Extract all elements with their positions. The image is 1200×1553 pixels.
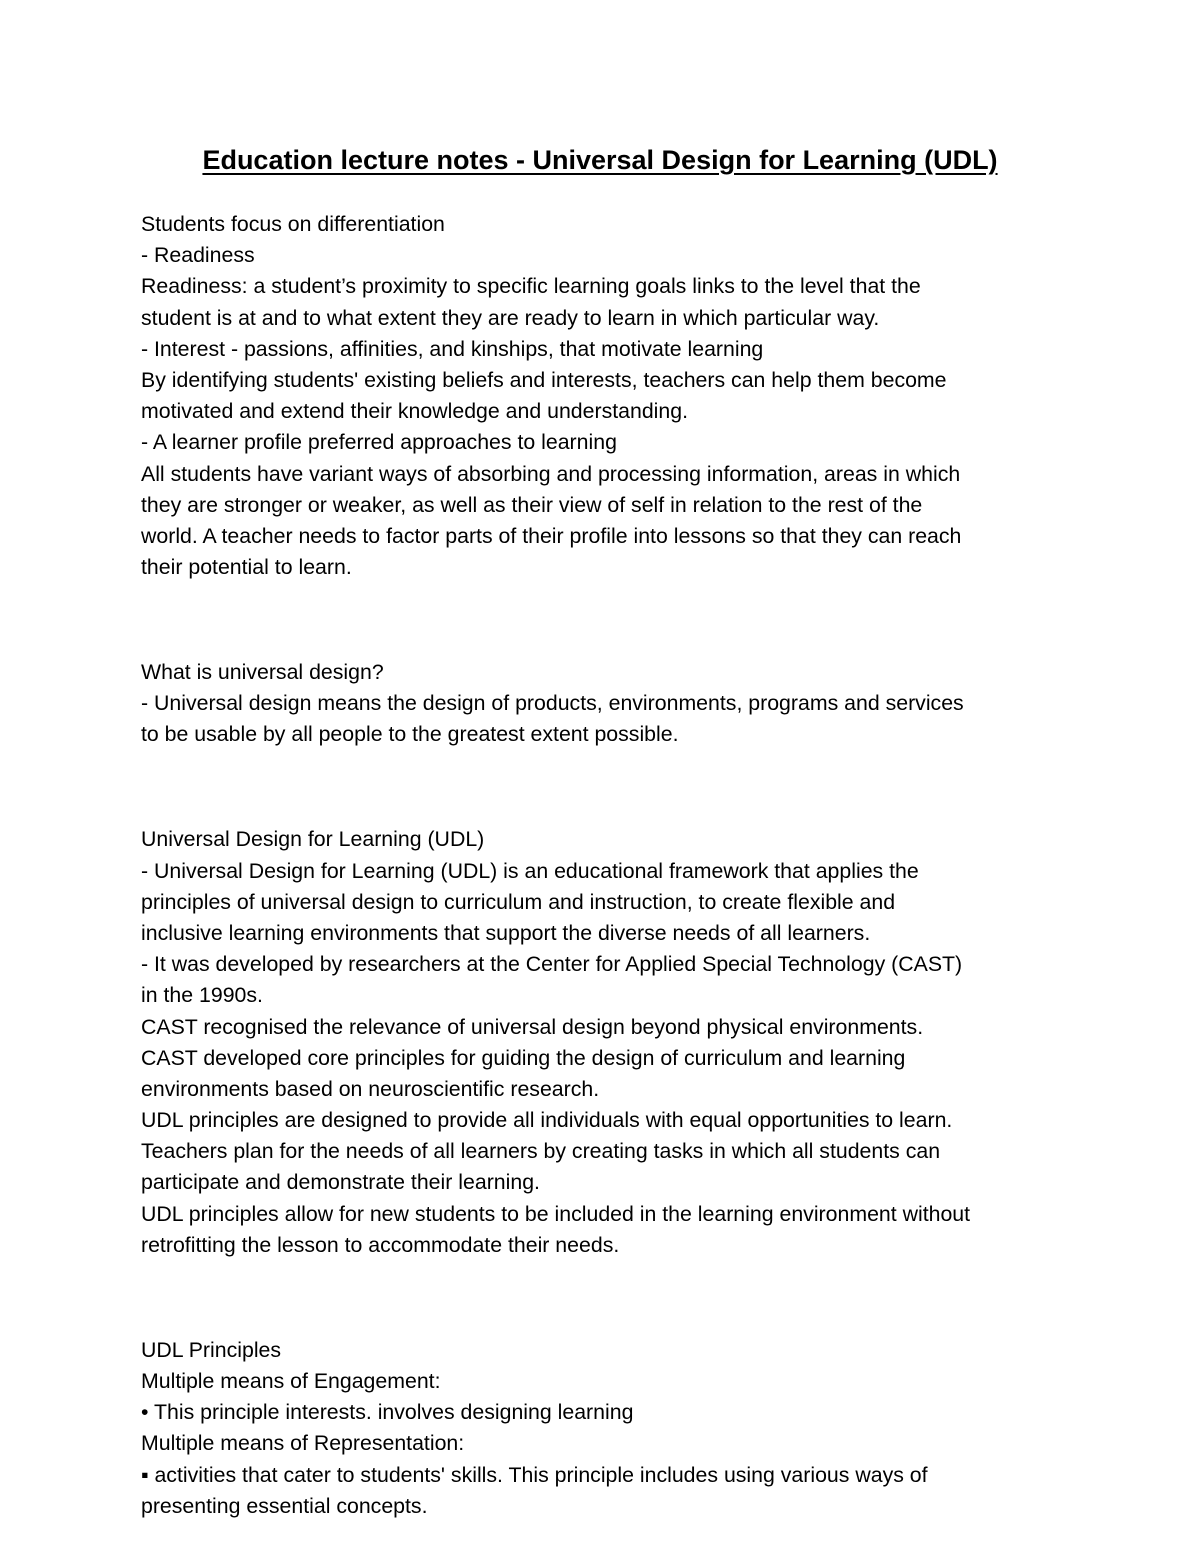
text-line: Multiple means of Engagement: [141,1368,441,1393]
blank-line [141,605,1081,636]
text-line: world. A teacher needs to factor parts of their profile into lessons so that they can reach [141,523,962,548]
text-line: UDL Principles [141,1337,282,1362]
text-line: environments based on neuroscientific research. [141,1076,600,1101]
text-line: in the 1990s. [141,983,263,1008]
text-line: UDL principles are designed to provide all individuals with equal opportunities to learn. [141,1108,953,1133]
text-line: principles of universal design to curriculum and instruction, to create flexible and [141,889,896,914]
text-line: presenting essential concepts. [141,1493,428,1518]
text-line: to be usable by all people to the greatest extent possible. [141,722,679,747]
text-line: their potential to learn. [141,555,352,580]
text-line: - It was developed by researchers at the Center for Applied Special Technology (CAST) [141,952,963,977]
text-line: Readiness: a student’s proximity to specific learning goals links to the level that the [141,274,921,299]
document-title: Education lecture notes - Universal Design for Learning (UDL) [202,145,998,175]
text-line: - Universal Design for Learning (UDL) is an educational framework that applies the [141,858,919,883]
text-line: CAST developed core principles for guiding the design of curriculum and learning [141,1045,906,1070]
document-body [141,209,1081,1522]
blank-line [141,772,1081,803]
text-line: - A learner profile preferred approaches to learning [141,430,617,455]
text-line: CAST recognised the relevance of universal design beyond physical environments. [141,1014,924,1039]
text-line: Universal Design for Learning (UDL) [141,827,485,852]
text-line: student is at and to what extent they are ready to learn in which particular way. [141,305,880,330]
text-line: inclusive learning environments that support the diverse needs of all learners. [141,920,871,945]
text-line: - Readiness [141,243,255,268]
text-line: - Interest - passions, affinities, and kinships, that motivate learning [141,336,764,361]
text-line: Teachers plan for the needs of all learners by creating tasks in which all students can [141,1139,941,1164]
text-line: participate and demonstrate their learning. [141,1170,540,1195]
blank-line [141,1282,1081,1313]
text-line: retrofitting the lesson to accommodate their needs. [141,1232,620,1257]
text-line: ▪ activities that cater to students' skills. This principle includes using various ways of [141,1462,928,1487]
text-line: UDL principles allow for new students to be included in the learning environment without [141,1201,971,1226]
text-line: By identifying students' existing beliefs and interests, teachers can help them become [141,367,947,392]
text-line: motivated and extend their knowledge and understanding. [141,399,689,424]
text-line: Multiple means of Representation: [141,1431,465,1456]
text-line: - Universal design means the design of products, environments, programs and services [141,691,964,716]
text-line: they are stronger or weaker, as well as their view of self in relation to the rest of the [141,492,923,517]
text-line: Students focus on differentiation [141,212,445,236]
text-line: All students have variant ways of absorbing and processing information, areas in which [141,461,961,486]
text-line: What is universal design? [141,660,384,685]
text-line: • This principle interests. involves designing learning [141,1400,634,1425]
